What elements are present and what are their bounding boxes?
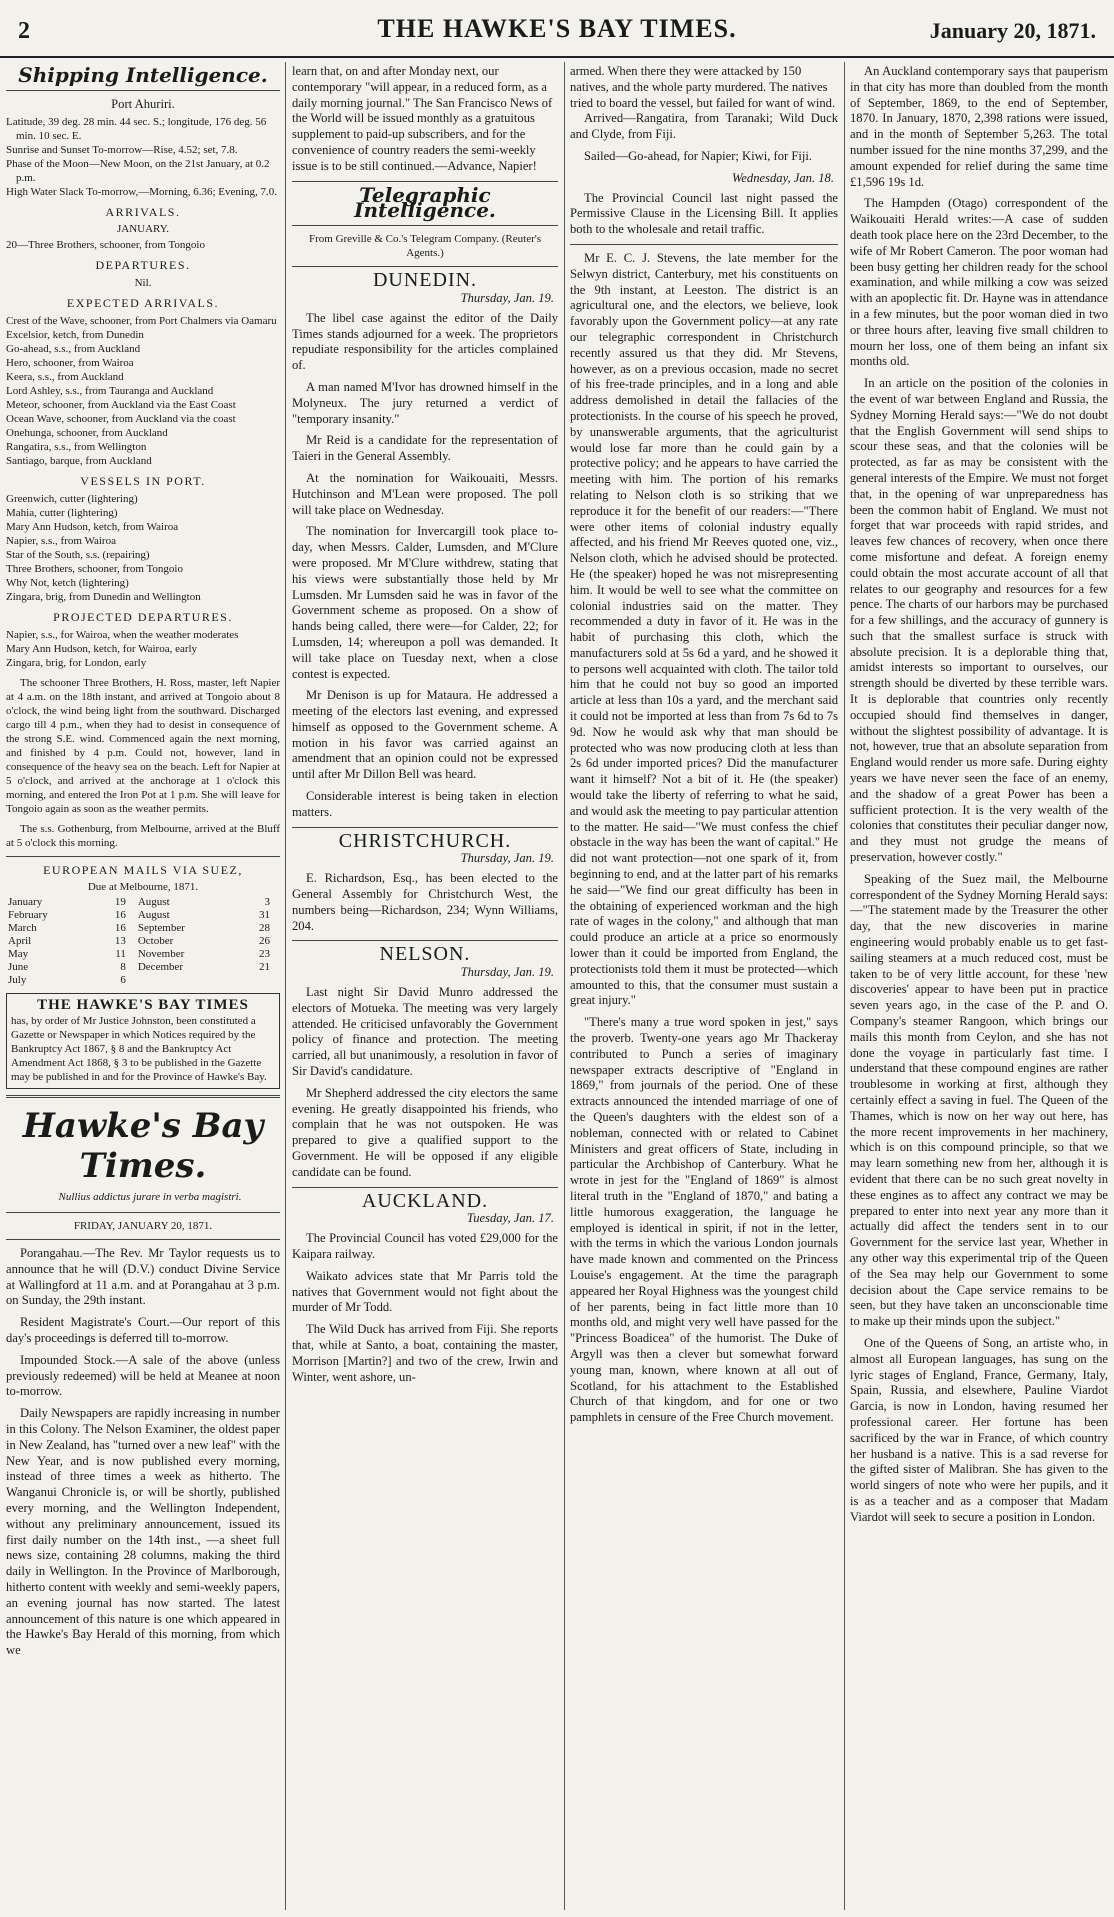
column-3: [570, 64, 838, 1909]
mail-month: August: [137, 909, 170, 922]
projected-item: Napier, s.s., for Wairoa, when the weather moderates: [6, 628, 239, 641]
masthead: [0, 0, 1114, 58]
nelson-paragraph: Last night Sir David Munro addressed the electors of Motueka. The meeting was very largely attended. He criticised unfavorably the Government policy of finance and protection. The meeting carried, all but unanimously, a resolution in favor of Sir David's candidature.: [292, 985, 558, 1079]
arrivals-month: JANUARY.: [116, 223, 170, 236]
projected-heading: PROJECTED DEPARTURES.: [53, 609, 233, 624]
dunedin-heading: DUNEDIN.: [372, 269, 478, 292]
departures-heading: DEPARTURES.: [95, 258, 191, 273]
thackeray-paragraph: "There's many a true word spoken in jest," says the proverb. Twenty-one years ago Mr Thackeray contributed to Punch a series of imaginary newspaper extracts descriptive of "England in 1869," from journals of the period. One of these extracts announced the intended marriage of one of the Queen's daughters with the eldest son of a nobleman, connected with or related to Cabinet Ministers and great officers of State, including in particular the Archbishop of Canterbury. What he wrote in jest for the "England of 1869" is almost literal truth in the "England of 1870," and bating a little humorous exaggeration, the language he employed is identical in spirit, if not in the letter, with the terms in which the various London journals have made known and commented on the Princess Louise's engagement. At the time the paragraph appeared her Royal Highness was the youngest child of her parents, being in fact little more than 10 months old, and might very well have passed for the "Princess Boadicea" of the humorist. The Duke of Argyll was then a clever but somewhat forward young man, known, where known at all out of Scotland, for his attachment to the Established Church of that kingdom, and for one or two pamphlets in censure of the Free Church movement.: [570, 1015, 838, 1425]
arrival-item: 20—Three Brothers, schooner, from Tongoio: [6, 239, 205, 252]
auckland-paragraph: The Provincial Council has voted £29,000 for the Kaipara railway.: [292, 1231, 558, 1261]
suez-mail-paragraph: Speaking of the Suez mail, the Melbourne correspondent of the Sydney Morning Herald says:—"The statement made by the Treasurer the other day, that the new discoveries in marine engineering would probably enable us to get fast-sailing steamers at a much reduced cost, must be taken to be of very little account, for these 'new discoveries' appear to have been put in practice seven years ago, in the case of the P. and O. Company's steamer Rangoon, which brings our mails this month from Ceylon, and she has not done the voyage in particularly fast time. I understand that these compound engines are rather troublesome in working at first, although they certainly effect a saving in fuel. The Queen of the Thames, which is now on her way out here, has the more recent improvements in her machinery, which is on this compound principle, so that we may learn something new from her, although it is evident that there can be no such great novelty in these engines as to affect any contract we may be prepared to enter into next year any more than it actually did affect the tenders sent in to our Government for the service last year, Whether in any other way this experimental trip of the Queen of the Sea may help our Government to some decision about the Cape service remains to be seen, but they have taken an unconscionable time to make up their minds upon the subject.": [850, 871, 1108, 1329]
high-water: High Water Slack To-morrow,—Morning, 6.36; Evening, 7.0.: [6, 185, 277, 198]
expected-item: Meteor, schooner, from Auckland via the East Coast: [6, 398, 236, 411]
vessel-item: Star of the South, s.s. (repairing): [6, 548, 150, 561]
mail-month: November: [137, 948, 185, 961]
mail-day: 8: [120, 961, 126, 974]
table-row: [6, 922, 280, 935]
mail-day: 11: [115, 948, 126, 961]
daily-newspapers-paragraph: Daily Newspapers are rapidly increasing in number in this Colony. The Nelson Examiner, the oldest paper in New Zealand, has "turned over a new leaf" with the New Year, and is now published every morning, instead of three times a week as hitherto. The Wanganui Chronicle is, or will be shortly, published every morning, and the Wellington Independent, without any preliminary announcement, issued its first daily number on the 14th inst., —a sheet full news size, containing 28 columns, making the third daily in Wellington. In the Province of Marlborough, hitherto content with weekly and semi-weekly papers, an evening journal has now started. The latest announcement of this nature is one which appeared in the Hawke's Bay Herald of this morning, from which we: [6, 1406, 280, 1658]
expected-item: Santiago, barque, from Auckland: [6, 454, 152, 467]
expected-item: Rangatira, s.s., from Wellington: [6, 440, 147, 453]
dunedin-paragraph: A man named M'Ivor has drowned himself in the Molyneux. The jury returned a verdict of "temporary insanity.": [292, 379, 558, 426]
vessel-item: Greenwich, cutter (lightering): [6, 492, 138, 505]
mail-day: 28: [259, 922, 270, 935]
table-row: [6, 909, 280, 922]
mail-day: 21: [259, 961, 270, 974]
notice-heading: THE HAWKE'S BAY TIMES: [37, 997, 249, 1014]
port-name: Port Ahuriri.: [111, 96, 175, 111]
vessel-item: Mahia, cutter (lightering): [6, 506, 118, 519]
impounded-stock-paragraph: Impounded Stock.—A sale of the above (unless previously redeemed) will be held at Meanee at noon to-morrow.: [6, 1352, 280, 1399]
expected-item: Keera, s.s., from Auckland: [6, 370, 124, 383]
table-row: [6, 961, 280, 974]
nelson-date: Thursday, Jan. 19.: [460, 965, 554, 980]
mail-day: 16: [114, 922, 126, 935]
expected-item: Go-ahead, s.s., from Auckland: [6, 342, 141, 355]
divider: [292, 940, 558, 941]
dunedin-paragraph: At the nomination for Waikouaiti, Messrs. Hutchinson and M'Lean were proposed. The poll will take place on Wednesday.: [292, 470, 558, 517]
mail-month: June: [8, 961, 29, 974]
mail-day: 13: [114, 935, 126, 948]
expected-item: Excelsior, ketch, from Dunedin: [6, 328, 144, 341]
auckland-heading: AUCKLAND.: [361, 1189, 489, 1212]
provincial-council-paragraph: The Provincial Council last night passed the Permissive Clause in the Licensing Bill. It applies both to the wholesale and retail traffic.: [570, 190, 838, 237]
arrivals-heading: ARRIVALS.: [105, 204, 181, 219]
vessel-item: Mary Ann Hudson, ketch, from Wairoa: [6, 520, 179, 533]
mail-month: July: [8, 974, 27, 987]
mail-day: 26: [259, 935, 270, 948]
divider: [6, 90, 280, 91]
sunrise: Sunrise and Sunset To-morrow—Rise, 4.52; set, 7.8.: [6, 143, 238, 156]
auckland-date: Tuesday, Jan. 17.: [466, 1211, 554, 1226]
divider: [292, 181, 558, 182]
projected-item: Zingara, brig, for London, early: [6, 656, 147, 669]
vessel-item: Why Not, ketch (lightering): [6, 576, 129, 589]
divider: [6, 1212, 280, 1213]
table-row: [6, 948, 280, 961]
telegram-source: From Greville & Co.'s Telegram Company. (Reuter's Agents.): [308, 233, 541, 260]
auckland-paragraph: The Wild Duck has arrived from Fiji. She reports that, while at Santo, a boat, containing the master, Morrison [Martin?] and two of the crew, Irwin and Winter, went ashore, un-: [292, 1322, 558, 1384]
page-number: 2: [18, 18, 30, 44]
auckland-continued: armed. When there they were attacked by 150 natives, and the whole party murdered. The natives tried to board the vessel, but failed for want of wind.: [570, 64, 836, 110]
wednesday-date: Wednesday, Jan. 18.: [731, 170, 834, 185]
christchurch-paragraph: E. Richardson, Esq., has been elected to the General Assembly for Christchurch West, the numbers being—Richardson, 234; Wynn Williams, 204.: [292, 871, 558, 933]
hampden-paragraph: The Hampden (Otago) correspondent of the Waikouaiti Herald writes:—A case of sudden death took place here on the 23rd December, to the wife of Mr Robert Cameron. The poor woman had been busy getting her children ready for the school examination, and while milking a cow was seized with an apoplectic fit. Dr. Hayne was in attendance in a few minutes, but the poor woman died in two or three hours after, leaving five small children to mourn her loss, one of them being an infant six months old.: [850, 196, 1108, 369]
vessels-heading: VESSELS IN PORT.: [80, 473, 206, 488]
mail-day: 3: [264, 896, 270, 909]
mail-day: 23: [259, 948, 270, 961]
dunedin-paragraph: Considerable interest is being taken in election matters.: [292, 789, 558, 819]
divider: [292, 1187, 558, 1188]
paper-title: Hawke's Bay Times.: [22, 1106, 264, 1187]
expected-item: Onehunga, schooner, from Auckland: [6, 426, 168, 439]
notice-body: has, by order of Mr Justice Johnston, been constituted a Gazette or Newspaper in which Notices required by the Bankruptcy Act 1867, § 8 and the Bankruptcy Act Amendment Act 1868, § 3 to be published in the Gazette may be published in and for the Province of Hawke's Bay.: [11, 1015, 267, 1084]
expected-item: Crest of the Wave, schooner, from Port Chalmers via Oamaru: [6, 314, 277, 327]
table-row: [6, 896, 280, 909]
colonies-war-paragraph: In an article on the position of the colonies in the event of war between England and Russia, the Sydney Morning Herald says:—"We do not doubt that the English Government will send ships to scour these seas, and that the colonies will be protected, as far as may be consistent with the general interests of the Empire. We must not forget that, in the opening of war unpreparedness has been the common habit of England. We must not forget that war proceeds with rapid strides, and leaves few chances of recovery, when once there come misfortune and defeat. A foreign enemy could obtain the most accurate account of all that relates to our geography and resources for a few pence. The charts of our harbors may be purchased for a few shillings, and the accuracy of gunnery is such that the smallest surface is struck with absolute precision. It is a deplorable thing that, amidst interests so important to ourselves, our strength should be diverted by these terrible wars. It is deplorable that countries only recently occupied should find themselves in danger, without the slightest possibility of advantage. It is not, however, true that an absolute separation from England would render us more safe. During eighty years we have never seen the face of an enemy, and the shadow of a great Power has been a sufficient protection. It is the very wealth of the colonies that constitutes their peculiar danger now, and they must not grudge the means of preservation, however costly.": [850, 376, 1108, 865]
divider: [6, 1095, 280, 1098]
mail-month: January: [8, 896, 43, 909]
nelson-heading: NELSON.: [379, 943, 471, 966]
divider: [292, 266, 558, 267]
divider: [6, 1239, 280, 1240]
issue-date: January 20, 1871.: [929, 18, 1096, 43]
nelson-paragraph: Mr Shepherd addressed the city electors the same evening. He greatly disappointed his friends, who complain that he was not outspoken. He was prepared to give a qualified support to the Government. He will be opposed if any eligible candidate can be found.: [292, 1085, 558, 1179]
stevens-paragraph: Mr E. C. J. Stevens, the late member for the Selwyn district, Canterbury, met his constituents on the 9th instant, at Leeston. The district is an agricultural one, and the electors, we believe, look favorably upon the Government policy—at any rate our telegraphic correspondent in Christchurch recently assured us that they did. Mr Stevens, however, as on a previous occasion, made no secret of his free-trade principles, and in a long and able address demolished in detail the fallacies of the protectionists. In the course of his speech he proved, by unanswerable arguments, that the agriculturist would lose far more than he could gain by a protective policy; and he appears to have carried the meeting with him. The portion of his remarks relating to Nelson cloth is so striking that we reproduce it for the benefit of our readers:—"There were other items of colonial industry equally affected, and his friend Mr Reeves quoted one, viz., Nelson cloth, which he advised should be protected. He (the speaker) hoped he was not misrepresenting him. It would be well to see what the committee on colonial industries said on the matter. They recommended a duty in favor of it. He was in the habit of purchasing this cloth, which the manufacturers sold at 5s 6d a yard, and he showed it to persons well acquainted with cloth. The tailor told him that he could not buy so good an imported article at less than 10s a yard, and the merchant said it could not be imported at less than from 7s 6d to 7s 9d. Now he would ask why that man should be protected who was now producing cloth at less than 2s 6d under imported prices? Did the manufacturer want it himself? Not a bit of it. He (the speaker) would take the liberty of referring to what he said, and would ask the meeting to pay particular attention to the matter. He said—"We must confess the chief obstacle in the way has been the want of capital." He did not want protection—not one spark of it, from beginning to end, and at the latter part of his remarks he said—"We find our great difficulty has been in the obtaining of experienced workman and the high rate of wages in the colony," and although that man could produce an article at a price so enormously lower than it could be imported from England, the protectionists told them it must be protected—which amounted to this, that the consumer must sustain a great injury.": [570, 250, 838, 1008]
departures-nil: Nil.: [134, 277, 152, 290]
column-rule: [285, 62, 286, 1910]
newspaper-title: THE HAWKE'S BAY TIMES.: [377, 14, 737, 43]
mail-month: April: [8, 935, 32, 948]
motto: Nullius addictus jurare in verba magistri.: [58, 1191, 242, 1204]
table-row: [6, 974, 280, 987]
expected-item: Hero, schooner, from Wairoa: [6, 356, 134, 369]
divider: [292, 225, 558, 226]
column-rule: [564, 62, 565, 1910]
sailed-paragraph: Sailed—Go-ahead, for Napier; Kiwi, for Fiji.: [584, 148, 813, 163]
christchurch-date: Thursday, Jan. 19.: [460, 851, 554, 866]
mail-month: March: [8, 922, 37, 935]
resident-magistrate-paragraph: Resident Magistrate's Court.—Our report of this day's proceedings is deferred till to-morrow.: [6, 1315, 280, 1345]
column-2: [292, 64, 558, 1909]
gazette-notice: [6, 993, 280, 1089]
mail-day: 31: [259, 909, 270, 922]
mails-table: [6, 896, 280, 987]
vessel-item: Three Brothers, schooner, from Tongoio: [6, 562, 183, 575]
viardot-paragraph: One of the Queens of Song, an artiste who, in almost all European languages, has sung on the lyric stages of England, France, Germany, Italy, Spain, Russia, and elsewhere, Pauline Viardot Garcia, is now in London, having resumed her professional career. Her fortune has been sacrificed by the war in France, of which country her husband is a native. This is a sad reverse for the gifted sister of Malibran. She has given to the world singers of note who were her pupils, and it is as a teacher and as a composer that Madam Viardot will seek to secure a position in London.: [850, 1335, 1108, 1524]
dunedin-paragraph: Mr Denison is up for Mataura. He addressed a meeting of the electors last evening, and expressed himself as opposed to the Government scheme. A motion in his favor was carried against an amendment that an opinion could not be expressed until after Mr Dillon Bell was heard.: [292, 688, 558, 782]
mail-month: February: [8, 909, 48, 922]
telegraphic-heading: Telegraphic Intelligence.: [354, 182, 496, 223]
vessel-item: Napier, s.s., from Wairoa: [6, 534, 116, 547]
pauperism-paragraph: An Auckland contemporary says that pauperism in that city has more than doubled from the month of September, 1869, to the end of September, 1870. In January, 1870, 2,398 rations were issued, and in the month of September 5,263. The total number issued for the nine months 37,299, and the amount expended for relief during the same time £1,596 19s 1d.: [850, 64, 1108, 189]
mail-month: December: [137, 961, 184, 974]
table-row: [6, 935, 280, 948]
divider: [6, 856, 280, 857]
gothenburg-paragraph: The s.s. Gothenburg, from Melbourne, arrived at the Bluff at 5 o'clock this morning.: [6, 822, 280, 849]
mail-month: September: [137, 922, 185, 935]
schooner-paragraph: The schooner Three Brothers, H. Ross, master, left Napier at 4 a.m. on the 18th instant, and arrived at Tongoio about 8 o'clock, the wind being light from the southward. Discharged cargo till 4 p.m., when they had to desist in consequence of the strong S.E. wind. Commenced again the next morning, and finished by 4 p.m. Could not, however, land in consequence of the heavy sea on the beach. Left for Napier at 5 o'clock, and arrived at the anchorage at 1 o'clock this morning, and entered the Iron Pot at 1 p.m. She will leave for Tongoio again as soon as the weather permits.: [6, 676, 280, 815]
continued-paragraph: learn that, on and after Monday next, our contemporary "will appear, in a reduced form, as a daily morning journal." The San Francisco News of the World will be issued monthly as a gratuitous supplement to paid-up subscribers, and for the convenience of country readers the semi-weekly issue is to be still continued.—Advance, Napier!: [292, 64, 553, 173]
mail-day: 6: [120, 974, 126, 987]
dunedin-paragraph: Mr Reid is a candidate for the representation of Taieri in the General Assembly.: [292, 433, 558, 464]
latitude: Latitude, 39 deg. 28 min. 44 sec. S.; longitude, 176 deg. 56 min. 10 sec. E.: [6, 115, 267, 142]
christchurch-heading: CHRISTCHURCH.: [338, 829, 512, 852]
arrived-paragraph: Arrived—Rangatira, from Taranaki; Wild Duck and Clyde, from Fiji.: [570, 111, 838, 142]
mail-month: May: [8, 948, 29, 961]
mail-month: August: [137, 896, 170, 909]
column-4: [850, 64, 1108, 1909]
mail-day: 16: [114, 909, 126, 922]
dateline: FRIDAY, JANUARY 20, 1871.: [73, 1219, 213, 1232]
dunedin-date: Thursday, Jan. 19.: [460, 290, 554, 305]
projected-item: Mary Ann Hudson, ketch, for Wairoa, early: [6, 642, 198, 655]
divider: [570, 244, 838, 245]
auckland-paragraph: Waikato advices state that Mr Parris told the natives that Government would not fight about the murder of Mr Todd.: [292, 1268, 558, 1315]
mail-month: October: [137, 935, 174, 948]
moon-phase: Phase of the Moon—New Moon, on the 21st January, at 0.2 p.m.: [6, 157, 270, 184]
dunedin-paragraph: The libel case against the editor of the Daily Times stands adjourned for a week. The proprietors repudiate responsibility for the articles complained of.: [292, 310, 558, 373]
column-rule: [844, 62, 845, 1910]
column-1: [6, 64, 280, 1909]
mails-heading: EUROPEAN MAILS VIA SUEZ,: [43, 862, 243, 877]
shipping-heading: Shipping Intelligence.: [18, 64, 268, 87]
porangahau-paragraph: Porangahau.—The Rev. Mr Taylor requests us to announce that he will (D.V.) conduct Divine Service at Wallingford at 11 a.m. and at Porangahau at 3 p.m. on Sunday, the 29th instant.: [6, 1245, 280, 1308]
expected-heading: EXPECTED ARRIVALS.: [66, 296, 220, 311]
vessel-item: Zingara, brig, from Dunedin and Wellington: [6, 590, 201, 603]
expected-item: Ocean Wave, schooner, from Auckland via the coast: [6, 412, 236, 425]
expected-item: Lord Ashley, s.s., from Tauranga and Auckland: [6, 384, 214, 397]
mails-subheading: Due at Melbourne, 1871.: [87, 881, 199, 894]
divider: [292, 827, 558, 828]
mail-day: 19: [114, 896, 126, 909]
dunedin-paragraph: The nomination for Invercargill took place to-day, when Messrs. Calder, Lumsden, and M'Clure were proposed. Mr M'Clure withdrew, stating that his views were substantially those held by Mr Lumsden. Mr Lumsden said he was in favor of the Government scheme as proposed. On a show of hands being called, there were—for Calder, 22; for Lumsden, 14; whereupon a poll was demanded. It will take place on Tuesday next, when a close contest is expected.: [292, 524, 558, 681]
